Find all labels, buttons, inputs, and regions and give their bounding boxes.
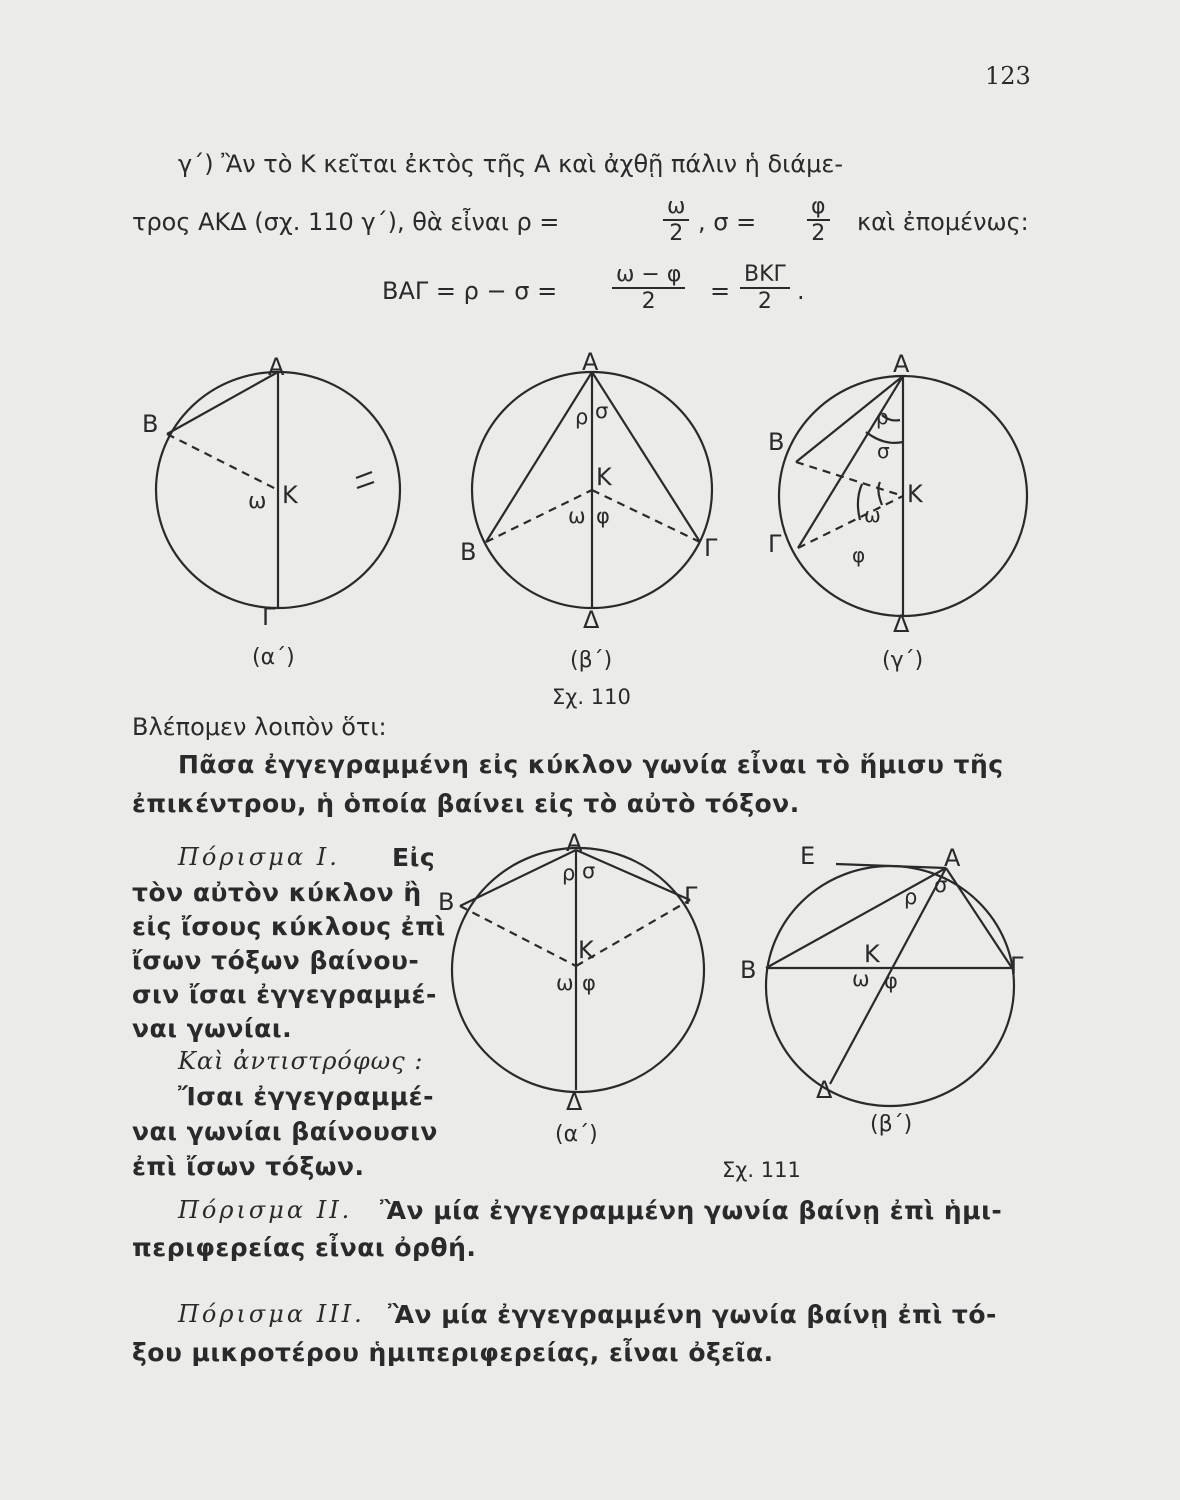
- porisma-1-line-0: Εἰς: [392, 843, 436, 872]
- fig111a-point-d: Δ: [566, 1088, 583, 1116]
- fraction-numerator: ω − φ: [612, 262, 685, 289]
- porisma-2-label: Πόρισμα ΙΙ.: [178, 1196, 353, 1224]
- fig110-caption: Σχ. 110: [552, 685, 631, 709]
- fraction-numerator: φ: [807, 194, 830, 221]
- porisma-2-line-2: περιφερείας εἶναι ὀρθή.: [132, 1233, 477, 1262]
- fig110b-point-k: Κ: [596, 463, 612, 491]
- fig111b-phi: φ: [884, 969, 898, 993]
- fig110a-point-a: Α: [268, 353, 285, 381]
- fig110a-chord-ab: [167, 372, 278, 434]
- fig110a-omega: ω: [248, 489, 267, 514]
- fig111-label-b: (β΄): [870, 1112, 913, 1137]
- converse-label: Καὶ ἀντιστρόφως :: [178, 1047, 424, 1075]
- fig110c-radius-kb: [796, 462, 903, 496]
- fig110c-point-g: Γ: [768, 530, 782, 558]
- fig110a-point-k: Κ: [282, 481, 298, 509]
- fraction-denominator: 2: [811, 221, 826, 246]
- fig110c-point-a: Α: [893, 350, 910, 378]
- porisma-1-line-3: ἴσων τόξων βαίνου-: [132, 946, 420, 975]
- fig110c-arc-omega: [878, 482, 882, 505]
- fig111b-point-a: Α: [944, 844, 961, 872]
- theorem-line-2: ἐπικέντρου, ἡ ὁποία βαίνει εἰς τὸ αὐτὸ τόξον.: [132, 789, 800, 818]
- porisma-1-line-4: σιν ἴσαι ἐγγεγραμμέ-: [132, 980, 437, 1009]
- fig111b-rho: ρ: [904, 885, 918, 909]
- fig111a-omega: ω: [556, 971, 574, 995]
- fig110b-sigma: σ: [595, 399, 609, 423]
- fig111a-sigma: σ: [582, 859, 596, 883]
- fig110c-rho: ρ: [876, 405, 889, 429]
- formula-lhs: ΒΑΓ = ρ − σ =: [382, 277, 558, 305]
- fig110c-phi: φ: [852, 543, 866, 567]
- fig111b-point-e: Ε: [800, 842, 816, 870]
- porisma-2-line-1: Ἂν μία ἐγγεγραμμένη γωνία βαίνῃ ἐπὶ ἡμι-: [380, 1196, 1003, 1225]
- fig111b-omega: ω: [852, 967, 870, 991]
- converse-line-0: Ἴσαι ἐγγεγραμμέ-: [178, 1082, 434, 1111]
- converse-line-2: ἐπὶ ἴσων τόξων.: [132, 1152, 365, 1181]
- fig111a-phi: φ: [582, 971, 596, 995]
- porisma-1-label: Πόρισμα Ι.: [178, 843, 340, 871]
- fig111a-point-a: Α: [566, 829, 583, 857]
- fraction-denominator: 2: [641, 289, 656, 314]
- fig111-caption: Σχ. 111: [722, 1158, 801, 1182]
- fig110-label-a: (α΄): [252, 645, 295, 670]
- fig110b-phi: φ: [596, 504, 610, 528]
- formula-end: .: [797, 277, 805, 305]
- fig111-label-a: (α΄): [555, 1122, 598, 1147]
- fig110c-sigma: σ: [877, 439, 890, 463]
- fig111a-circle: [452, 848, 704, 1092]
- paragraph-c-line-2a: τρος ΑΚΔ (σχ. 110 γ΄), θὰ εἶναι ρ =: [132, 208, 560, 236]
- fig110c-omega: ω: [864, 503, 881, 527]
- porisma-3-line-2: ξου μικροτέρου ἡμιπεριφερείας, εἶναι ὀξεῖα.: [132, 1338, 774, 1367]
- porisma-1-line-1: τὸν αὐτὸν κύκλον ἢ: [132, 878, 422, 907]
- page-number: 123: [985, 62, 1031, 90]
- fig111b-tangent-ea: [836, 864, 946, 868]
- text-then: Βλέπομεν λοιπὸν ὅτι:: [132, 713, 387, 741]
- paragraph-c-line-1: γ΄) Ἂν τὸ Κ κεῖται ἐκτὸς τῆς Α καὶ ἀχθῇ πάλιν ἡ διάμε-: [178, 150, 843, 178]
- fig110a-radius-kb: [167, 434, 278, 490]
- fig110b-point-g: Γ: [704, 534, 718, 562]
- equation-separator: , σ =: [698, 208, 757, 236]
- fig110b-point-a: Α: [582, 348, 599, 376]
- fig110c-arc-phi: [858, 484, 862, 520]
- fig110a-point-g: Γ: [262, 603, 276, 631]
- fig110-label-c: (γ΄): [882, 648, 924, 673]
- fig110a-point-b: Β: [142, 410, 159, 438]
- fig110b-rho: ρ: [575, 405, 589, 429]
- fraction-numerator: ΒΚΓ: [740, 262, 790, 289]
- fig111b-sigma: σ: [934, 873, 948, 897]
- fig110b-point-d: Δ: [583, 606, 600, 634]
- fig110-label-b: (β΄): [570, 648, 613, 673]
- fig110b-point-b: Β: [460, 538, 477, 566]
- fig111a-chord-ab: [460, 850, 576, 906]
- fig111b-point-g: Γ: [1010, 952, 1024, 980]
- fraction-numerator: ω: [663, 194, 689, 221]
- converse-line-1: ναι γωνίαι βαίνουσιν: [132, 1117, 438, 1146]
- porisma-1-line-5: ναι γωνίαι.: [132, 1014, 293, 1043]
- fig110a-arc-mark: [356, 472, 374, 488]
- fig110c-point-d: Δ: [893, 610, 910, 638]
- fig111a-point-b: Β: [438, 888, 455, 916]
- fig111b-point-d: Δ: [816, 1076, 833, 1104]
- porisma-3-line-1: Ἂν μία ἐγγεγραμμένη γωνία βαίνῃ ἐπὶ τό-: [388, 1300, 997, 1329]
- fig110b-omega: ω: [568, 504, 586, 528]
- fraction-denominator: 2: [757, 289, 772, 314]
- formula-equals: =: [710, 277, 731, 305]
- porisma-3-label: Πόρισμα ΙΙΙ.: [178, 1300, 365, 1328]
- fig111b-point-b: Β: [740, 956, 757, 984]
- fig111b-chord-ag: [946, 868, 1012, 968]
- fig111a-point-k: Κ: [578, 936, 594, 964]
- fig111a-point-g: Γ: [684, 882, 698, 910]
- theorem-line-1: Πᾶσα ἐγγεγραμμένη εἰς κύκλον γωνία εἶναι τὸ ἥμισυ τῆς: [178, 750, 1004, 779]
- porisma-1-line-2: εἰς ἴσους κύκλους ἐπὶ: [132, 912, 446, 941]
- fraction-denominator: 2: [669, 221, 684, 246]
- fig111b-point-k: Κ: [864, 940, 880, 968]
- fig111a-rho: ρ: [562, 861, 576, 885]
- fig110c-point-k: Κ: [907, 480, 923, 508]
- paragraph-c-line-2b: καὶ ἐπομένως:: [857, 208, 1029, 236]
- fig111a-radius-kb: [460, 906, 576, 966]
- fig110c-point-b: Β: [768, 428, 785, 456]
